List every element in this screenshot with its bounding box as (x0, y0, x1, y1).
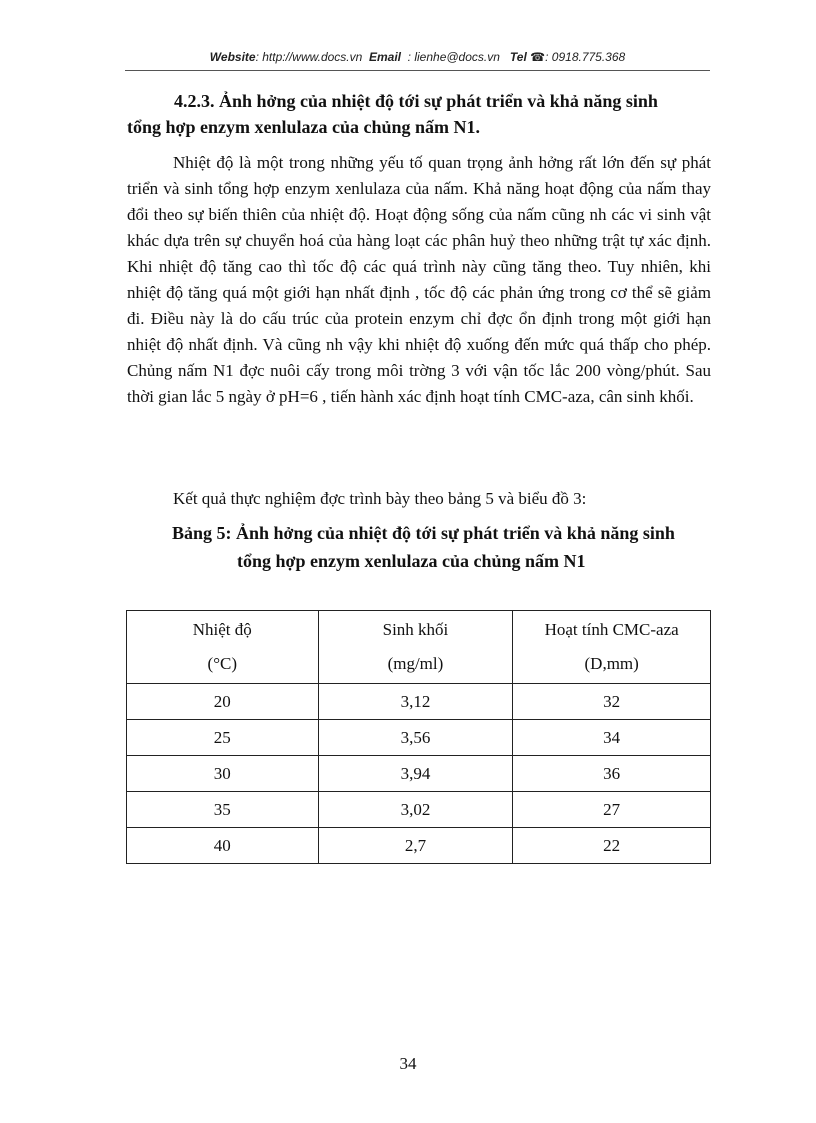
cell-cmc-activity: 34 (513, 720, 711, 756)
cell-biomass: 3,56 (318, 720, 513, 756)
cell-biomass: 2,7 (318, 828, 513, 864)
body-paragraph: Nhiệt độ là một trong những yếu tố quan trọng ảnh hởng rất lớn đến sự phát triển và sinh tổng hợp enzym xenlulaza của nấm. Khả năng hoạt động của nấm thay đổi theo sự biến thiên của nhiệt độ. Hoạt động sống của nấm cũng nh các vi sinh vật khác dựa trên sự chuyển hoá của hàng loạt các phân huỷ theo những trật tự xác định. Khi nhiệt độ tăng cao thì tốc độ các quá trình này cũng tăng theo. Tuy nhiên, khi nhiệt độ tăng quá một giới hạn nhất định , tốc độ các phản ứng trong cơ thể sẽ giảm đi. Điều này là do cấu trúc của protein enzym chỉ đợc ổn định trong một giới hạn nhiệt độ nhất định. Và cũng nh vậy khi nhiệt độ xuống đến mức quá thấp cho phép. Chủng nấm N1 đợc nuôi cấy trong môi trờng 3 với vận tốc lắc 200 vòng/phút. Sau thời gian lắc 5 ngày ở pH=6 , tiến hành xác định hoạt tính CMC-aza, cân sinh khối. (127, 153, 711, 406)
section-heading-line-1: 4.2.3. Ảnh hởng của nhiệt độ tới sự phát triển và khả năng sinh (174, 91, 658, 111)
cell-biomass: 3,12 (318, 684, 513, 720)
table-row (127, 756, 711, 792)
tel-label: Tel (509, 50, 527, 64)
table-title-line-2: tổng hợp enzym xenlulaza của chủng nấm N1 (237, 551, 586, 571)
header-cmc-activity: Hoạt tính CMC-aza (D,mm) (513, 611, 711, 684)
table-row (127, 792, 711, 828)
page-number: 34 (399, 1054, 417, 1073)
cell-temperature: 25 (127, 720, 319, 756)
cell-biomass: 3,94 (318, 756, 513, 792)
email-label: Email (368, 50, 401, 64)
header-temperature: Nhiệt độ (°C) (127, 611, 319, 684)
header-biomass: Sinh khối (mg/ml) (318, 611, 513, 684)
cell-temperature: 30 (127, 756, 319, 792)
page-header (125, 50, 710, 64)
cell-cmc-activity: 27 (513, 792, 711, 828)
table-row (127, 684, 711, 720)
table-row (127, 720, 711, 756)
section-heading-line-2: tổng hợp enzym xenlulaza của chủng nấm N1. (127, 117, 481, 137)
tel-value: : 0918.775.368 (545, 50, 626, 64)
data-table (126, 610, 711, 864)
website-value: : http://www.docs.vn (255, 50, 363, 64)
phone-icon: ☎ (530, 50, 546, 64)
cell-temperature: 35 (127, 792, 319, 828)
cell-cmc-activity: 32 (513, 684, 711, 720)
table-title (127, 519, 712, 575)
cell-cmc-activity: 36 (513, 756, 711, 792)
website-label: Website (209, 50, 256, 64)
header-divider (125, 70, 710, 71)
cell-cmc-activity: 22 (513, 828, 711, 864)
cell-temperature: 40 (127, 828, 319, 864)
cell-temperature: 20 (127, 684, 319, 720)
cell-biomass: 3,02 (318, 792, 513, 828)
email-value: : lienhe@docs.vn (407, 50, 500, 64)
result-intro: Kết quả thực nghiệm đợc trình bày theo bảng 5 và biểu đồ 3: (173, 489, 587, 508)
table-header-row (127, 611, 711, 684)
table-title-line-1: Bảng 5: Ảnh hởng của nhiệt độ tới sự phát triển và khả năng sinh (172, 523, 675, 543)
table-row (127, 828, 711, 864)
section-heading (127, 88, 712, 140)
